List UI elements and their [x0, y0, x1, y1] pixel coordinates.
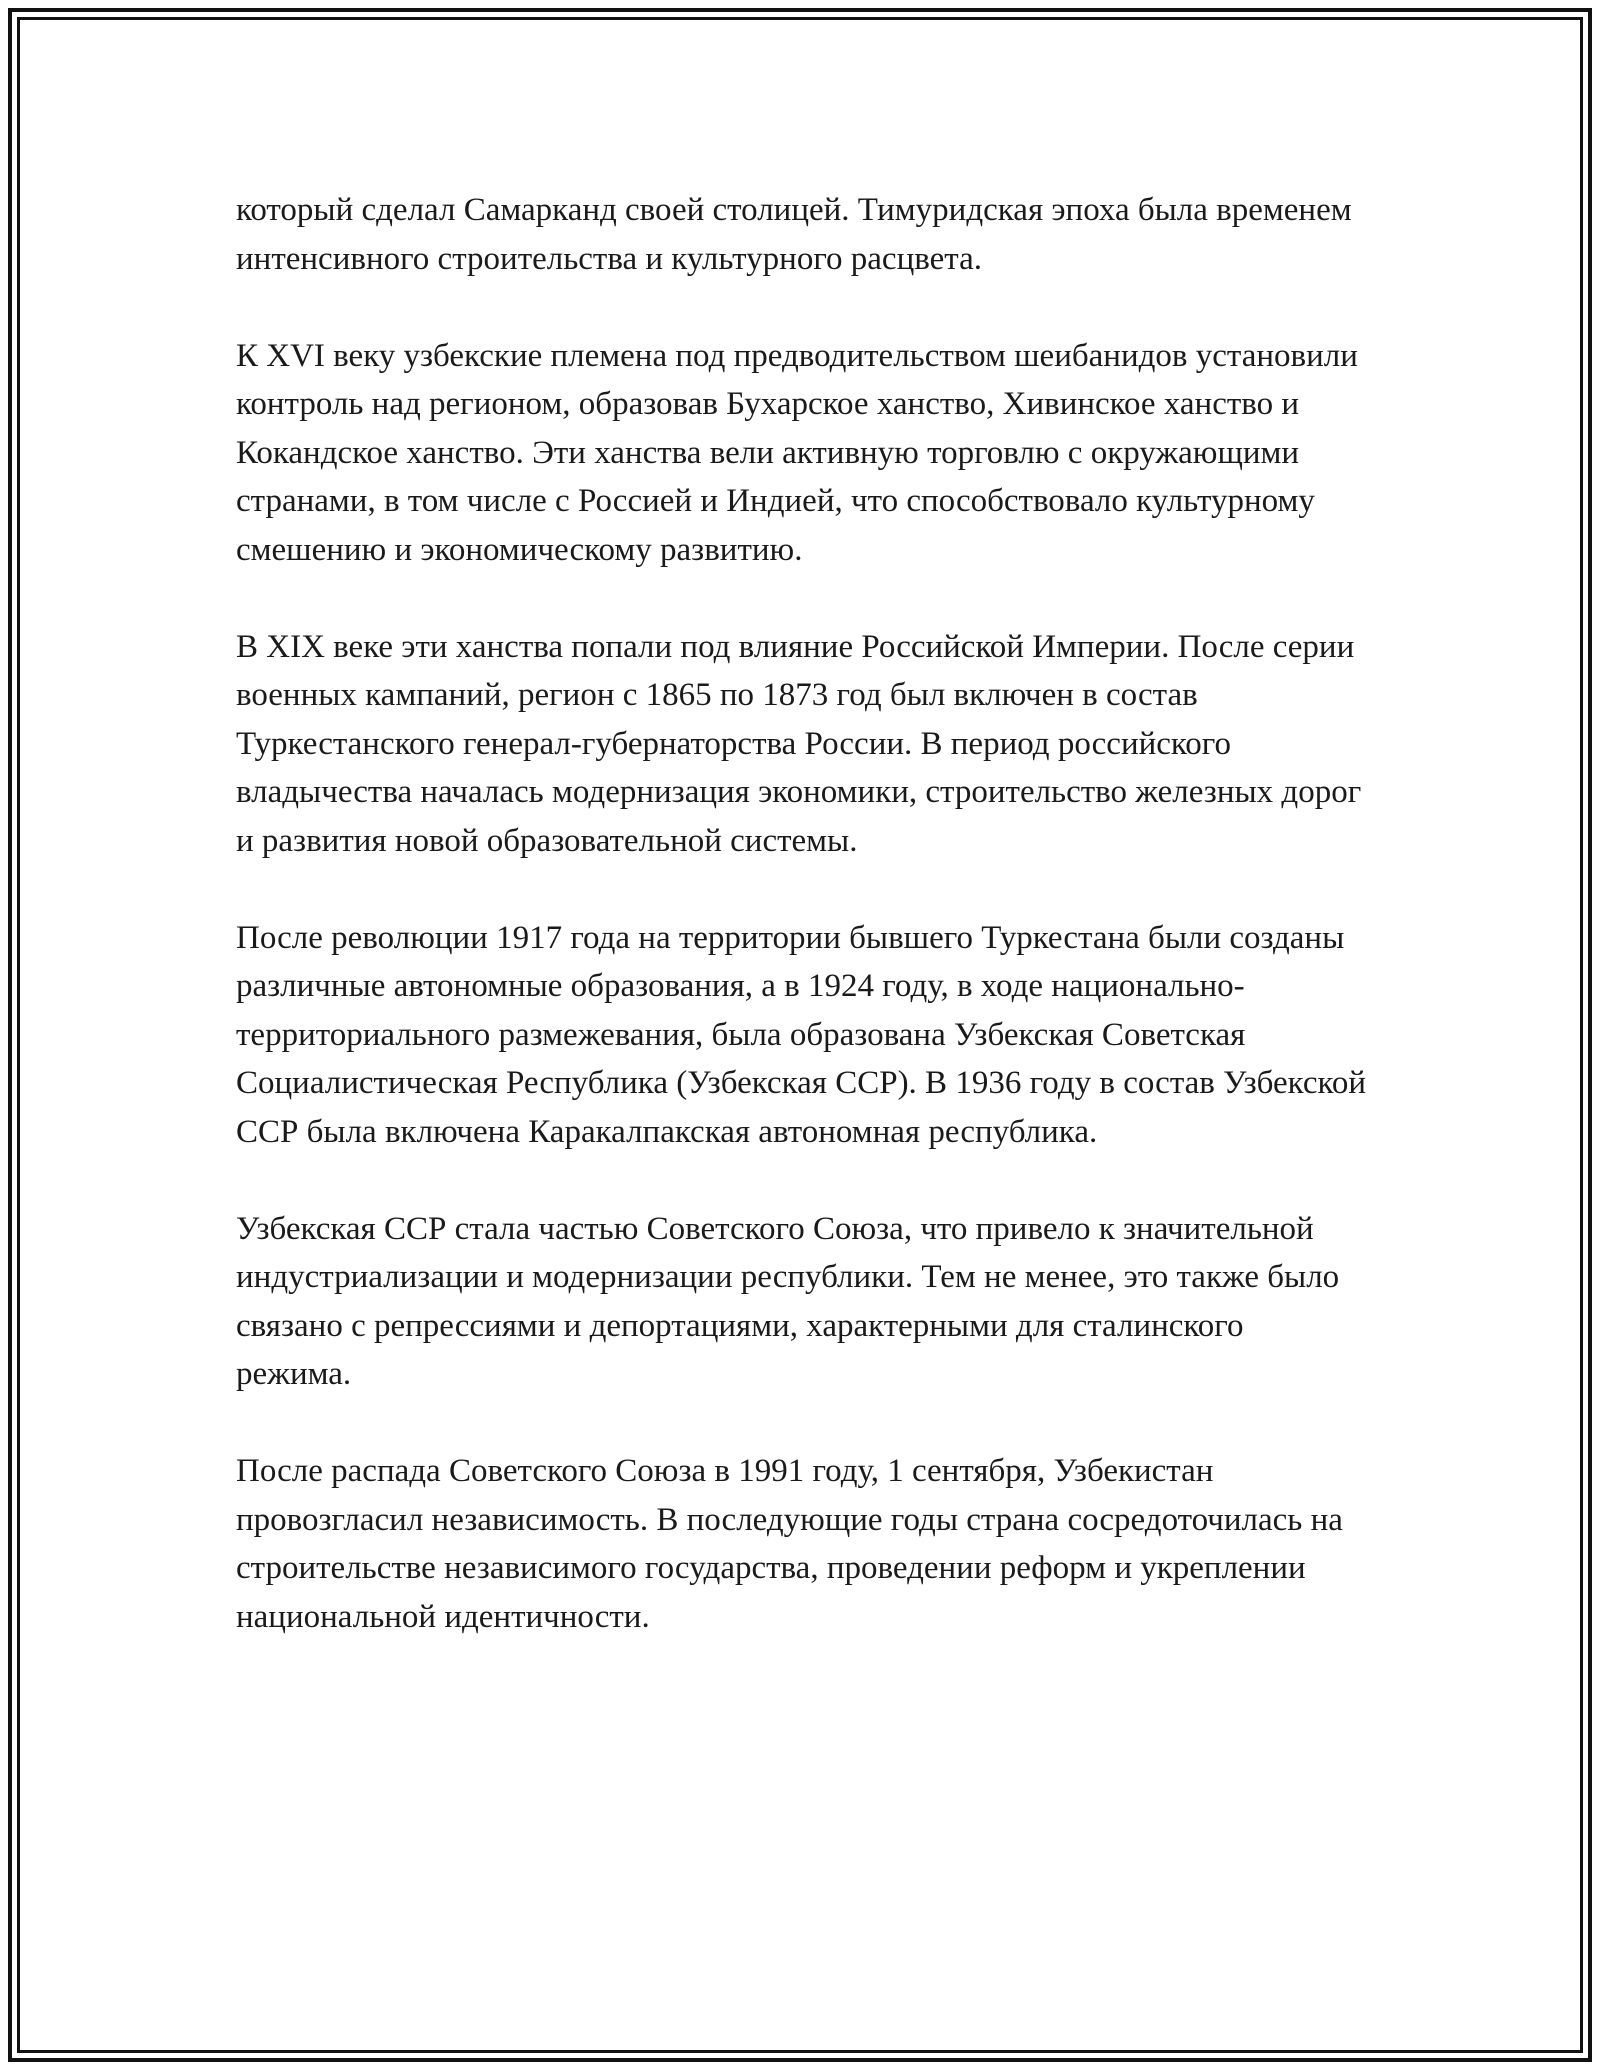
paragraph-1917-revolution: После революции 1917 года на территории бывшего Туркестана были созданы различные автономные образования, а в 1924 году, в ходе национально-территориального размежевания, была образована Узбекская Советская Социалистическая Республика (Узбекская ССР). В 1936 году в состав Узбекской ССР была включена Каракалпакская автономная республика. [236, 919, 1366, 1150]
paragraph-xix-century-russian-empire: В XIX веке эти ханства попали под влияние Российской Империи. После серии военных кампаний, регион с 1865 по 1873 год был включен в состав Туркестанского генерал-губернаторства России. В период российского владычества началась модернизация экономики, строительство железных дорог и развития новой образовательной системы. [236, 628, 1362, 859]
paragraph-soviet-union: Узбекская ССР стала частью Советского Союза, что привело к значительной индустриализации и модернизации республики. Тем не менее, это также было связано с репрессиями и депортациями, характерными для сталинского режима. [236, 1210, 1340, 1392]
paragraph-timurid-era: который сделал Самарканд своей столицей. Тимуридская эпоха была временем интенсивного строительства и культурного расцвета. [236, 192, 1352, 277]
document-body [236, 186, 1366, 1690]
paragraph-independence: После распада Советского Союза в 1991 году, 1 сентября, Узбекистан провозгласил независимость. В последующие годы страна сосредоточилась на строительстве независимого государства, проведении реформ и укреплении национальной идентичности. [236, 1453, 1343, 1635]
paragraph-xvi-century-khanates: К XVI веку узбекские племена под предводительством шеибанидов установили контроль над регионом, образовав Бухарское ханство, Хивинское ханство и Кокандское ханство. Эти ханства вели активную торговлю с окружающими странами, в том числе с Россией и Индией, что способствовало культурному смешению и экономическому развитию. [236, 337, 1358, 568]
